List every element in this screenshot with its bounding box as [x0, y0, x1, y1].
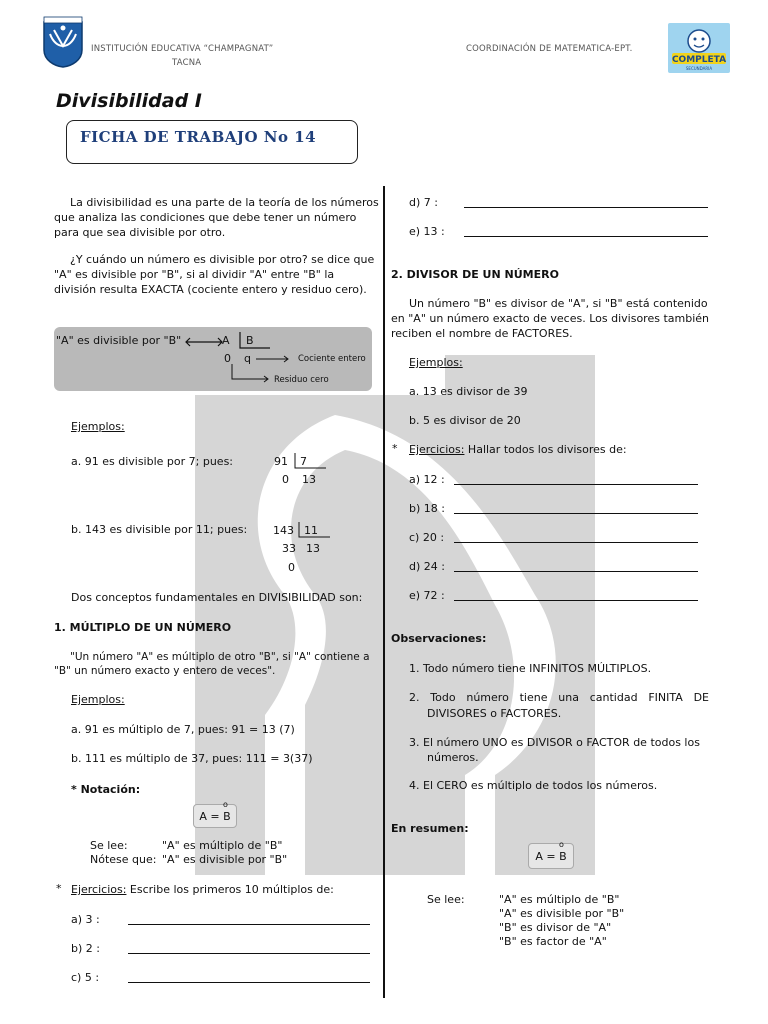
- ejercicios-star: *: [56, 882, 62, 895]
- school-crest-logo: [42, 16, 84, 68]
- multiple-example-b: b. 111 es múltiplo de 37, pues: 111 = 3(37): [71, 752, 313, 765]
- divisor-example-a: a. 13 es divisor de 39: [409, 385, 528, 398]
- se-lee-value: "A" es múltiplo de "B": [162, 839, 283, 852]
- example-b-quotient: 13: [306, 542, 320, 555]
- divisor-line-c[interactable]: [454, 542, 698, 543]
- divisor-item-e: e) 72 :: [409, 589, 445, 602]
- example-a-divisor: 7: [300, 455, 307, 468]
- institution-city: TACNA: [172, 58, 202, 68]
- observation-2-cont: DIVISORES o FACTORES.: [427, 707, 562, 720]
- ejercicios-label-right: Ejercicios:: [409, 443, 465, 456]
- intro-paragraph-1: La divisibilidad es una parte de la teoría de los números que analiza las condiciones que debe tener un número para que sea divisible por otro.: [54, 196, 379, 239]
- example-a-remainder: 0: [282, 473, 289, 486]
- example-a: a. 91 es divisible por 7; pues:: [71, 455, 234, 468]
- observaciones-heading: Observaciones:: [391, 632, 487, 645]
- divisor-heading: 2. DIVISOR DE UN NÚMERO: [391, 268, 559, 281]
- page-title: Divisibilidad I: [56, 90, 202, 112]
- column-divider: [383, 186, 385, 998]
- ejercicios-star-right: *: [392, 442, 398, 455]
- example-b-remainder: 0: [288, 561, 295, 574]
- divisor-line-b[interactable]: [454, 513, 698, 514]
- coordination-label: COORDINACIÓN DE MATEMATICA-EPT.: [466, 44, 633, 54]
- ejercicios-text-left: [71, 882, 334, 897]
- summary-se-lee-label: Se lee:: [427, 893, 465, 906]
- example-a-dividend: 91: [274, 455, 288, 468]
- example-b: b. 143 es divisible por 11; pues:: [71, 523, 248, 536]
- divisor-example-b: b. 5 es divisor de 20: [409, 414, 521, 427]
- observation-3: 3. El número UNO es DIVISOR o FACTOR de todos los: [409, 736, 700, 749]
- answer-line-a[interactable]: [128, 924, 370, 925]
- multiple-item-a: a) 3 :: [71, 913, 100, 926]
- summary-reading-2: "A" es divisible por "B": [499, 907, 625, 920]
- answer-line-b[interactable]: [128, 953, 370, 954]
- ejemplos-heading-3: Ejemplos:: [409, 356, 463, 369]
- example-b-subtrahend: 33: [282, 542, 296, 555]
- multiple-item-e: e) 13 :: [409, 225, 445, 238]
- observation-3-cont: números.: [427, 751, 479, 764]
- notacion-heading: * Notación:: [71, 783, 141, 796]
- observation-2: 2. Todo número tiene una cantidad FINITA DE: [409, 691, 709, 704]
- multiple-item-c: c) 5 :: [71, 971, 100, 984]
- divisor-item-d: d) 24 :: [409, 560, 445, 573]
- answer-line-c[interactable]: [128, 982, 370, 983]
- notation-circle: o: [223, 800, 228, 809]
- ejercicios-instruction-right: Hallar todos los divisores de:: [464, 443, 627, 456]
- divisor-item-a: a) 12 :: [409, 473, 445, 486]
- division-bracket-a: [292, 452, 328, 470]
- se-lee-label: Se lee:: [90, 839, 128, 852]
- division-bracket-b: [296, 521, 332, 539]
- ejemplos-heading-2: Ejemplos:: [71, 693, 125, 706]
- divisor-definition: Un número "B" es divisor de "A", si "B" está contenido en "A" un número exacto de veces. Los divisores también reciben el nombre de FACTORES.: [391, 297, 710, 340]
- intro-paragraph-2: ¿Y cuándo un número es divisible por otro? se dice que "A" es divisible por "B", si al dividir "A" entre "B" la división resulta EXACTA (cociente entero y residuo cero).: [54, 253, 375, 296]
- ejercicios-label: Ejercicios:: [71, 883, 127, 896]
- multiple-item-b: b) 2 :: [71, 942, 100, 955]
- double-arrow-icon: [184, 334, 224, 350]
- multiplo-heading: 1. MÚLTIPLO DE UN NÚMERO: [54, 621, 232, 634]
- divisor-line-d[interactable]: [454, 571, 698, 572]
- dos-conceptos-text: Dos conceptos fundamentales en DIVISIBILIDAD son:: [71, 591, 363, 604]
- multiple-example-a: a. 91 es múltiplo de 7, pues: 91 = 13 (7): [71, 723, 295, 736]
- en-resumen-heading: En resumen:: [391, 822, 469, 835]
- summary-reading-1: "A" es múltiplo de "B": [499, 893, 620, 906]
- example-a-quotient: 13: [302, 473, 316, 486]
- ejemplos-heading: Ejemplos:: [71, 420, 125, 433]
- ejercicios-instruction: Escribe los primeros 10 múltiplos de:: [126, 883, 334, 896]
- summary-formula-box: [528, 843, 574, 869]
- answer-line-d[interactable]: [464, 207, 708, 208]
- observation-4: 4. El CERO es múltiplo de todos los números.: [409, 779, 658, 792]
- diagram-divisor: B: [246, 334, 254, 347]
- multiple-item-d: d) 7 :: [409, 196, 438, 209]
- ficha-title: FICHA DE TRABAJO No 14: [80, 128, 317, 146]
- summary-formula-circle: o: [559, 840, 564, 849]
- multiplo-definition: "Un número "A" es múltiplo de otro "B", si "A" contiene a "B" un número exacto y entero de veces".: [54, 651, 370, 677]
- divisor-line-a[interactable]: [454, 484, 698, 485]
- divisor-line-e[interactable]: [454, 600, 698, 601]
- residuo-label: Residuo cero: [274, 375, 329, 385]
- notese-label: Nótese que:: [90, 853, 157, 866]
- summary-reading-3: "B" es divisor de "A": [499, 921, 612, 934]
- notation-formula: A = B: [199, 809, 231, 823]
- watermark-logo: [195, 355, 595, 875]
- example-b-dividend: 143: [273, 524, 294, 537]
- summary-formula: A = B: [535, 849, 567, 863]
- divisor-item-b: b) 18 :: [409, 502, 445, 515]
- diagram-dividend: A: [222, 334, 230, 347]
- notese-value: "A" es divisible por "B": [162, 853, 288, 866]
- diagram-remainder: 0: [224, 352, 231, 365]
- divisor-item-c: c) 20 :: [409, 531, 445, 544]
- cociente-label: Cociente entero: [298, 354, 366, 364]
- ejercicios-text-right: [409, 442, 627, 457]
- notation-formula-box: [193, 804, 237, 828]
- svg-text:COMPLETA: COMPLETA: [671, 55, 727, 65]
- division-bracket-icon: [236, 332, 272, 352]
- jornada-completa-logo: [668, 23, 730, 73]
- svg-text:SECUNDARIA: SECUNDARIA: [685, 66, 713, 71]
- observation-1: 1. Todo número tiene INFINITOS MÚLTIPLOS.: [409, 662, 652, 675]
- diagram-quotient: q: [244, 352, 251, 365]
- summary-reading-4: "B" es factor de "A": [499, 935, 607, 948]
- institution-name: INSTITUCIÓN EDUCATIVA “CHAMPAGNAT”: [91, 44, 274, 54]
- answer-line-e[interactable]: [464, 236, 708, 237]
- diagram-label: "A" es divisible por "B": [56, 334, 182, 347]
- example-b-divisor: 11: [304, 524, 318, 537]
